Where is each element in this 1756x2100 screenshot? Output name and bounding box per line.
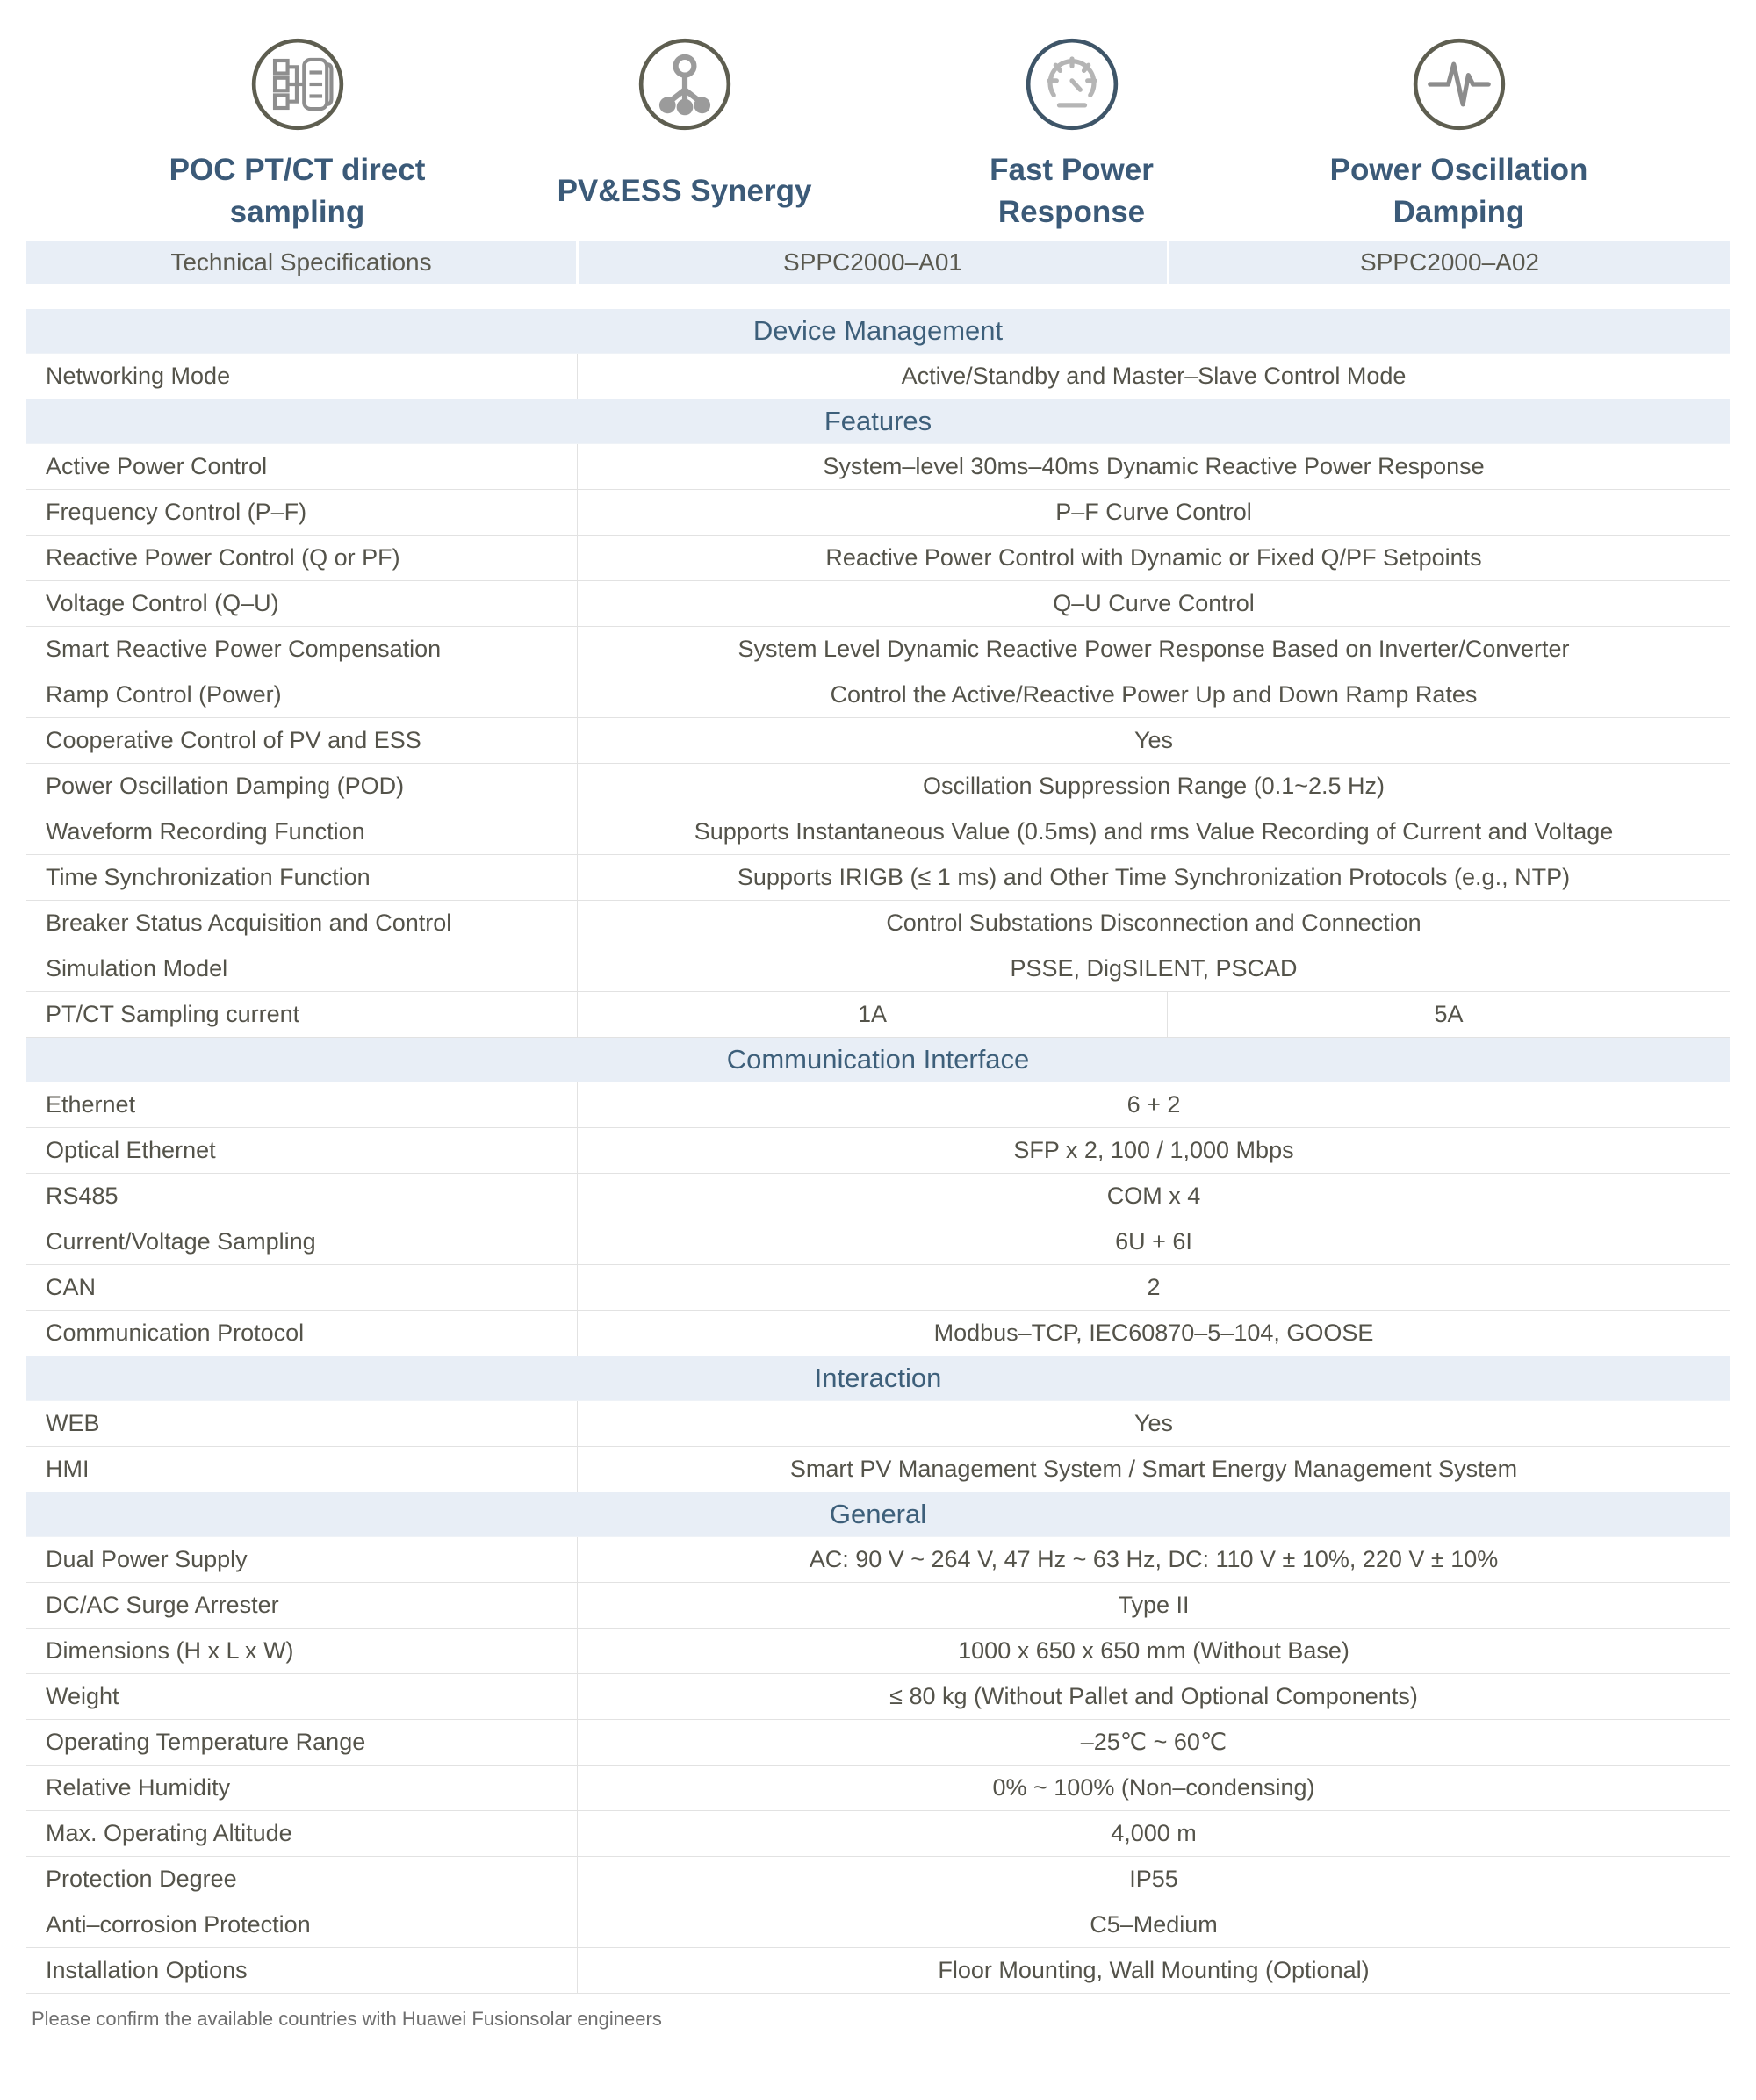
spec-row — [26, 627, 1730, 672]
spec-row — [26, 946, 1730, 992]
spec-row-label: Communication Protocol — [26, 1311, 578, 1356]
spec-row — [26, 1857, 1730, 1902]
spec-row — [26, 444, 1730, 490]
spec-row-value: Active/Standby and Master–Slave Control Mode — [901, 363, 1407, 389]
spec-row-value: Yes — [1133, 1410, 1174, 1436]
spec-row-label: Max. Operating Altitude — [26, 1811, 578, 1856]
spec-row-value: P–F Curve Control — [1055, 499, 1252, 525]
spec-row — [26, 1902, 1730, 1948]
spec-row-label: Weight — [26, 1674, 578, 1719]
power-oscillation-damping-icon — [1412, 37, 1507, 132]
spec-row-value: 1A — [578, 992, 1168, 1037]
spec-row — [26, 809, 1730, 855]
spec-row-label: Ramp Control (Power) — [26, 672, 578, 717]
spec-row — [26, 1674, 1730, 1720]
section-header-device-management: Device Management — [26, 309, 1730, 354]
spec-row-value: Control the Active/Reactive Power Up and Down Ramp Rates — [830, 681, 1478, 708]
spec-row — [26, 1447, 1730, 1492]
feature-label: Fast Power Response — [990, 152, 1154, 229]
spec-row-label: Networking Mode — [26, 354, 578, 399]
spec-row-value: Type II — [1118, 1592, 1190, 1618]
header-gap — [26, 284, 1730, 309]
spec-row — [26, 1766, 1730, 1811]
spec-row — [26, 1082, 1730, 1128]
spec-row — [26, 1583, 1730, 1629]
spec-row-value: Oscillation Suppression Range (0.1~2.5 Hz) — [922, 773, 1385, 799]
table-header-row — [26, 241, 1730, 284]
spec-row-label: Active Power Control — [26, 444, 578, 489]
spec-row — [26, 1537, 1730, 1583]
spec-row-value: 1000 x 650 x 650 mm (Without Base) — [958, 1637, 1349, 1664]
spec-row — [26, 992, 1730, 1038]
spec-row-value: Supports IRIGB (≤ 1 ms) and Other Time Synchronization Protocols (e.g., NTP) — [737, 864, 1571, 890]
spec-row — [26, 672, 1730, 718]
spec-row-value: Reactive Power Control with Dynamic or Fixed Q/PF Setpoints — [825, 544, 1482, 571]
spec-row-label: Optical Ethernet — [26, 1128, 578, 1173]
spec-row — [26, 1311, 1730, 1356]
spec-row-label: Dual Power Supply — [26, 1537, 578, 1582]
spec-row — [26, 1174, 1730, 1219]
spec-row-label: Dimensions (H x L x W) — [26, 1629, 578, 1673]
spec-row-value: Modbus–TCP, IEC60870–5–104, GOOSE — [933, 1320, 1374, 1346]
spec-row-value: 5A — [1434, 1001, 1464, 1027]
feature-label: Power Oscillation Damping — [1329, 152, 1588, 229]
spec-row — [26, 1948, 1730, 1994]
feature-fast-power-response — [878, 37, 1265, 241]
spec-row-value: 2 — [1147, 1274, 1161, 1300]
poc-pt-ct-sampling-icon — [250, 37, 345, 132]
spec-row-value: AC: 90 V ~ 264 V, 47 Hz ~ 63 Hz, DC: 110 V ± 10%, 220 V ± 10% — [809, 1546, 1499, 1572]
spec-row-value: C5–Medium — [1090, 1911, 1218, 1938]
spec-row-label: Reactive Power Control (Q or PF) — [26, 536, 578, 580]
feature-poc-pt-ct-direct-sampling — [104, 37, 491, 241]
spec-row-value: SFP x 2, 100 / 1,000 Mbps — [1013, 1137, 1294, 1163]
spec-row — [26, 1219, 1730, 1265]
spec-row-label: Breaker Status Acquisition and Control — [26, 901, 578, 946]
spec-row-value: 0% ~ 100% (Non–condensing) — [992, 1774, 1315, 1801]
spec-row — [26, 901, 1730, 946]
spec-row-label: Cooperative Control of PV and ESS — [26, 718, 578, 763]
spec-row-label: Ethernet — [26, 1082, 578, 1127]
spec-row — [26, 1401, 1730, 1447]
spec-row-value: Q–U Curve Control — [1053, 590, 1255, 616]
spec-row-label: Simulation Model — [26, 946, 578, 991]
spec-row-label: Current/Voltage Sampling — [26, 1219, 578, 1264]
spec-row-label: Relative Humidity — [26, 1766, 578, 1810]
feature-label: PV&ESS Synergy — [557, 173, 812, 208]
features-row — [0, 0, 1756, 241]
fast-power-response-icon — [1025, 37, 1119, 132]
spec-row — [26, 764, 1730, 809]
spec-row — [26, 1811, 1730, 1857]
spec-row-label: Voltage Control (Q–U) — [26, 581, 578, 626]
spec-row-label: Smart Reactive Power Compensation — [26, 627, 578, 672]
feature-pv-ess-synergy — [491, 37, 878, 241]
spec-row-label: Power Oscillation Damping (POD) — [26, 764, 578, 809]
spec-row — [26, 1128, 1730, 1174]
spec-row — [26, 1720, 1730, 1766]
header-technical-specifications: Technical Specifications — [26, 241, 576, 284]
spec-row — [26, 855, 1730, 901]
spec-row-value: Supports Instantaneous Value (0.5ms) and rms Value Recording of Current and Voltage — [694, 818, 1614, 845]
spec-row — [26, 490, 1730, 536]
spec-row-value: System Level Dynamic Reactive Power Response Based on Inverter/Converter — [738, 636, 1570, 662]
spec-row-label: Anti–corrosion Protection — [26, 1902, 578, 1947]
spec-row-value: ≤ 80 kg (Without Pallet and Optional Components) — [889, 1683, 1418, 1709]
section-header-general: General — [26, 1492, 1730, 1537]
spec-row-value: Smart PV Management System / Smart Energy Management System — [789, 1456, 1518, 1482]
section-header-interaction: Interaction — [26, 1356, 1730, 1401]
footnote: Please confirm the available countries with Huawei Fusionsolar engineers — [32, 2008, 662, 2030]
section-header-features: Features — [26, 399, 1730, 444]
spec-row-label: DC/AC Surge Arrester — [26, 1583, 578, 1628]
spec-row-value: Control Substations Disconnection and Connection — [886, 910, 1421, 936]
section-header-communication-interface: Communication Interface — [26, 1038, 1730, 1082]
spec-row-value: 4,000 m — [1111, 1820, 1197, 1846]
spec-row — [26, 718, 1730, 764]
header-model-a01: SPPC2000–A01 — [579, 241, 1167, 284]
spec-row-label: Installation Options — [26, 1948, 578, 1993]
spec-row — [26, 1265, 1730, 1311]
spec-row-label: Waveform Recording Function — [26, 809, 578, 854]
spec-row-value: 6 + 2 — [1126, 1091, 1181, 1118]
pv-ess-synergy-icon — [637, 37, 732, 132]
header-model-a02: SPPC2000–A02 — [1169, 241, 1730, 284]
spec-row-label: HMI — [26, 1447, 578, 1492]
spec-row-value: –25℃ ~ 60℃ — [1080, 1729, 1227, 1755]
spec-row-label: WEB — [26, 1401, 578, 1446]
spec-row — [26, 1629, 1730, 1674]
spec-row-value: IP55 — [1129, 1866, 1178, 1892]
spec-row — [26, 581, 1730, 627]
spec-table — [26, 241, 1730, 1994]
spec-row-label: Protection Degree — [26, 1857, 578, 1902]
spec-row-label: Time Synchronization Function — [26, 855, 578, 900]
feature-label: POC PT/CT direct sampling — [169, 152, 426, 229]
spec-row-label: RS485 — [26, 1174, 578, 1219]
spec-row-value: Yes — [1133, 727, 1174, 753]
spec-row-value: PSSE, DigSILENT, PSCAD — [1010, 955, 1298, 982]
feature-power-oscillation-damping — [1265, 37, 1652, 241]
spec-row — [26, 354, 1730, 399]
spec-row-value: COM x 4 — [1106, 1183, 1201, 1209]
spec-row-label: Operating Temperature Range — [26, 1720, 578, 1765]
table-sections — [26, 309, 1730, 1994]
spec-row-value: Floor Mounting, Wall Mounting (Optional) — [938, 1957, 1370, 1983]
spec-row-label: Frequency Control (P–F) — [26, 490, 578, 535]
spec-row-label: CAN — [26, 1265, 578, 1310]
spec-row-label: PT/CT Sampling current — [26, 992, 578, 1037]
spec-row-value: System–level 30ms–40ms Dynamic Reactive Power Response — [823, 453, 1485, 479]
spec-row-value: 6U + 6I — [1115, 1228, 1192, 1255]
spec-row — [26, 536, 1730, 581]
